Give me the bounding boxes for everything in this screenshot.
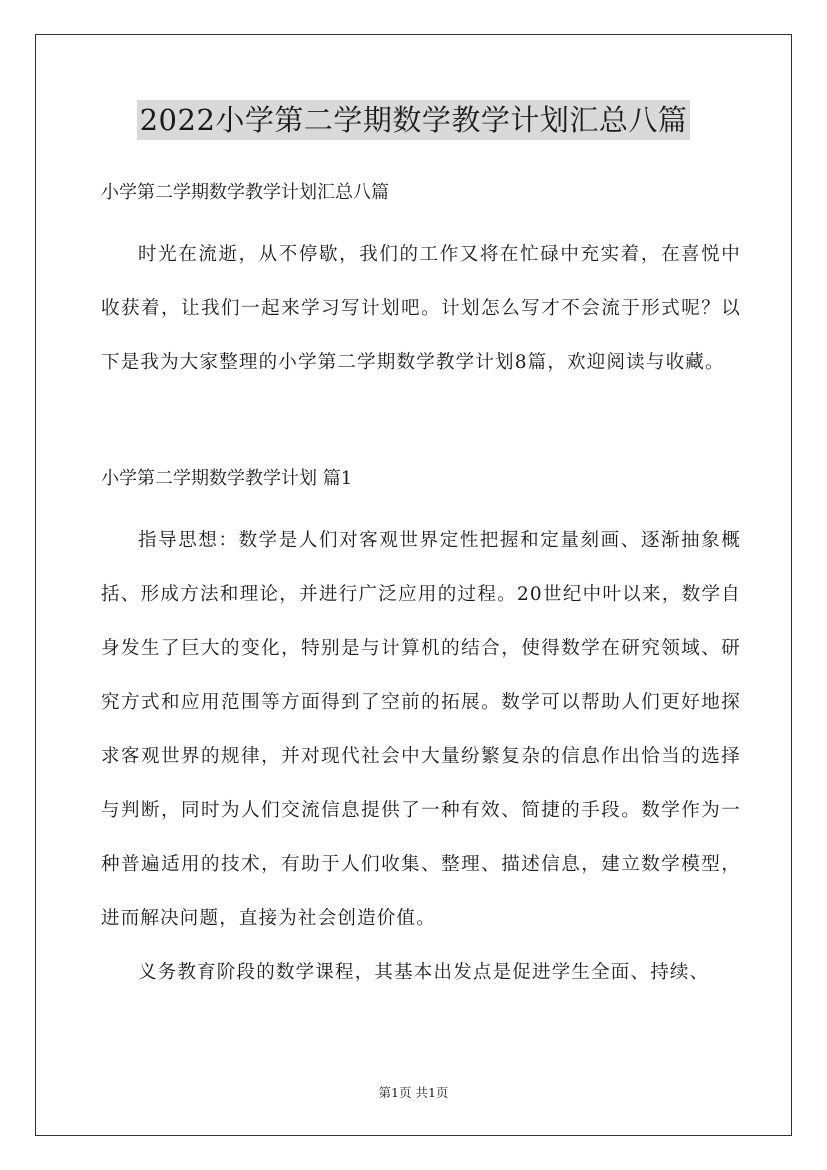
section-paragraph: 指导思想：数学是人们对客观世界定性把握和定量刻画、逐渐抽象概括、形成方法和理论，并进行广泛应用的过程。20世纪中叶以来，数学自身发生了巨大的变化，特别是与计算机的结合，使得数学在研究领域、研究方式和应用范围等方面得到了空前的拓展。数学可以帮助人们更好地探求客观世界的规律，并对现代社会中大量纷繁复杂的信息作出恰当的选择与判断，同时为人们交流信息提供了一种有效、简捷的手段。数学作为一种普遍适用的技术，有助于人们收集、整理、描述信息，建立数学模型，进而解决问题，直接为社会创造价值。 (101, 530, 741, 929)
spacer (101, 390, 741, 458)
document-body (101, 172, 741, 1000)
document-subtitle: 小学第二学期数学教学计划汇总八篇 (101, 182, 389, 203)
section-heading: 小学第二学期数学教学计划 篇1 (101, 468, 353, 489)
spacer (101, 500, 741, 514)
document-title: 2022小学第二学期数学教学计划汇总八篇 (137, 100, 691, 140)
section-paragraph: 义务教育阶段的数学课程，其基本出发点是促进学生全面、持续、 (138, 962, 710, 983)
spacer (101, 214, 741, 228)
title-container (0, 100, 827, 140)
page-footer: 第1页 共1页 (378, 1085, 449, 1100)
intro-paragraph: 时光在流逝，从不停歇，我们的工作又将在忙碌中充实着，在喜悦中收获着，让我们一起来学习写计划吧。计划怎么写才不会流于形式呢？以下是我为大家整理的小学第二学期数学教学计划8篇，欢迎阅读与收藏。 (101, 244, 741, 373)
